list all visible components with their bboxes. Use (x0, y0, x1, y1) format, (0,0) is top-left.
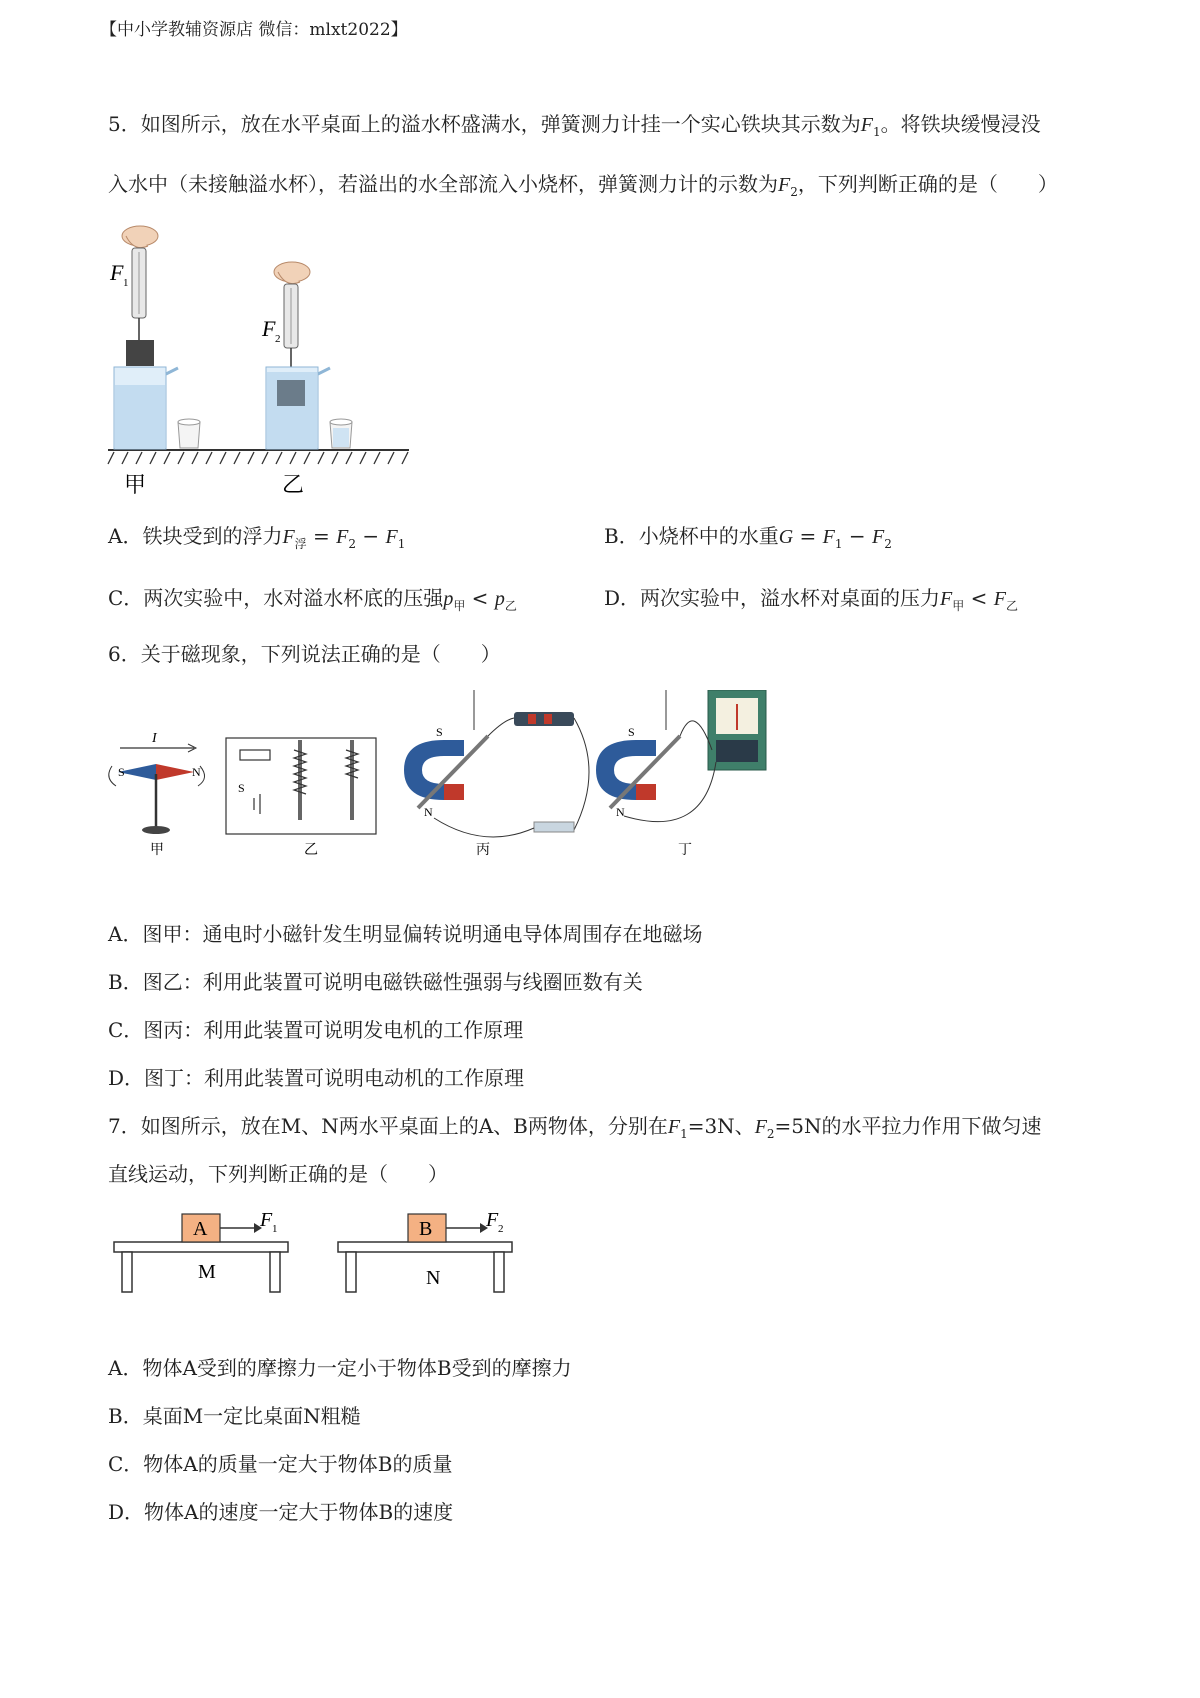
q5-f1-symbol: F (860, 114, 873, 136)
q6-figure (104, 690, 844, 860)
q6-stem: 6．关于磁现象，下列说法正确的是（ ） (108, 642, 501, 666)
q7-fig-label-n: N (426, 1267, 441, 1289)
q6-label-yi: 乙 (304, 843, 318, 858)
q6-ding-n: N (616, 805, 625, 819)
q5-fig-f1-sub: 1 (123, 277, 129, 289)
q6-fig-jia (109, 731, 205, 858)
q5-option-d[interactable]: D．两次实验中，溢水杯对桌面的压力$F_甲 < F_乙$ (604, 586, 1018, 613)
q6-label-jia: 甲 (150, 843, 164, 858)
q5-fig-f2-sub: 2 (275, 333, 281, 345)
q5-stem-line2 (108, 172, 1058, 204)
q7-fig-label-m: M (198, 1261, 216, 1283)
q7-stem-line1: 7．如图所示，放在M、N两水平桌面上的A、B两物体，分别在$F_1=3N$、$F_2=5N$的水平拉力作用下做匀速 (108, 1114, 1042, 1141)
q5-option-a[interactable]: A．铁块受到的浮力$F_浮 = F_2 - F_1$ (108, 524, 406, 551)
q7-option-a[interactable]: A．物体A受到的摩擦力一定小于物体B受到的摩擦力 (108, 1356, 572, 1380)
q7-stem-line2: 直线运动，下列判断正确的是（ ） (108, 1162, 448, 1186)
q5-stem-line1 (108, 112, 1041, 144)
q5-option-c-text: C．两次实验中，水对溢水杯底的压强 (108, 586, 444, 610)
q5-f2-sub: 2 (790, 185, 798, 199)
q5-fig-f1: F (110, 260, 124, 285)
q5-fig-f2: F (262, 316, 276, 341)
q7-line1-text: 7．如图所示，放在M、N两水平桌面上的A、B两物体，分别在 (108, 1114, 668, 1138)
q6-fig-ding (596, 690, 766, 858)
q7-fig-f1-sub: 1 (272, 1223, 278, 1235)
q6-fig-bing (404, 690, 589, 858)
q6-option-a[interactable]: A．图甲：通电时小磁针发生明显偏转说明通电导体周围存在地磁场 (108, 922, 703, 946)
q6-jia-n: N (192, 765, 201, 779)
q5-fig-label-jia: 甲 (124, 472, 147, 497)
q6-ding-s: S (628, 725, 635, 739)
q6-bing-n: N (424, 805, 433, 819)
q5-figure (104, 222, 414, 502)
q5-option-b-text: B．小烧杯中的水重 (604, 524, 779, 548)
q7-fig-label-b: B (419, 1218, 433, 1240)
watermark-header: 【中小学教辅资源店 微信：mlxt2022】 (100, 20, 408, 40)
q6-label-bing: 丙 (476, 843, 490, 858)
q5-setup-right (266, 262, 352, 449)
q7-fig-f1: F (260, 1209, 273, 1231)
q7-option-b[interactable]: B．桌面M一定比桌面N粗糙 (108, 1404, 361, 1428)
q6-option-b[interactable]: B．图乙：利用此装置可说明电磁铁磁性强弱与线圈匝数有关 (108, 970, 643, 994)
q6-option-d[interactable]: D．图丁：利用此装置可说明电动机的工作原理 (108, 1066, 525, 1090)
q5-line1-tail: 。将铁块缓慢浸没 (880, 112, 1041, 136)
q6-jia-s: S (118, 765, 125, 779)
q5-f2-symbol: F (778, 174, 791, 196)
q5-setup-left (114, 226, 200, 449)
q6-option-c[interactable]: C．图丙：利用此装置可说明发电机的工作原理 (108, 1018, 524, 1042)
q6-yi-switch-label: S (238, 781, 245, 795)
q6-label-ding: 丁 (678, 843, 692, 858)
q5-option-b[interactable]: B．小烧杯中的水重$G = F_1 - F_2$ (604, 524, 892, 551)
q6-jia-current-label: I (152, 731, 157, 746)
q7-figure (110, 1204, 530, 1296)
q5-line2-tail: ，下列判断正确的是（ ） (797, 172, 1058, 196)
q7-fig-f2-sub: 2 (498, 1223, 504, 1235)
q6-bing-s: S (436, 725, 443, 739)
q5-option-d-text: D．两次实验中，溢水杯对桌面的压力 (604, 586, 941, 610)
q5-option-a-text: A．铁块受到的浮力 (108, 524, 283, 548)
q7-option-d[interactable]: D．物体A的速度一定大于物体B的速度 (108, 1500, 454, 1524)
q5-fig-label-yi: 乙 (282, 472, 305, 497)
q5-f1-sub: 1 (872, 125, 881, 139)
q5-line1-text: 5．如图所示，放在水平桌面上的溢水杯盛满水，弹簧测力计挂一个实心铁块其示数为 (108, 112, 861, 136)
q5-line2-text: 入水中（未接触溢水杯），若溢出的水全部流入小烧杯，弹簧测力计的示数为 (108, 172, 778, 196)
q7-fig-label-a: A (193, 1218, 208, 1240)
q7-fig-f2: F (486, 1209, 499, 1231)
q7-option-c[interactable]: C．物体A的质量一定大于物体B的质量 (108, 1452, 453, 1476)
q5-option-c[interactable]: C．两次实验中，水对溢水杯底的压强$p_甲 < p_乙$ (108, 586, 517, 613)
q6-fig-yi (226, 738, 376, 834)
